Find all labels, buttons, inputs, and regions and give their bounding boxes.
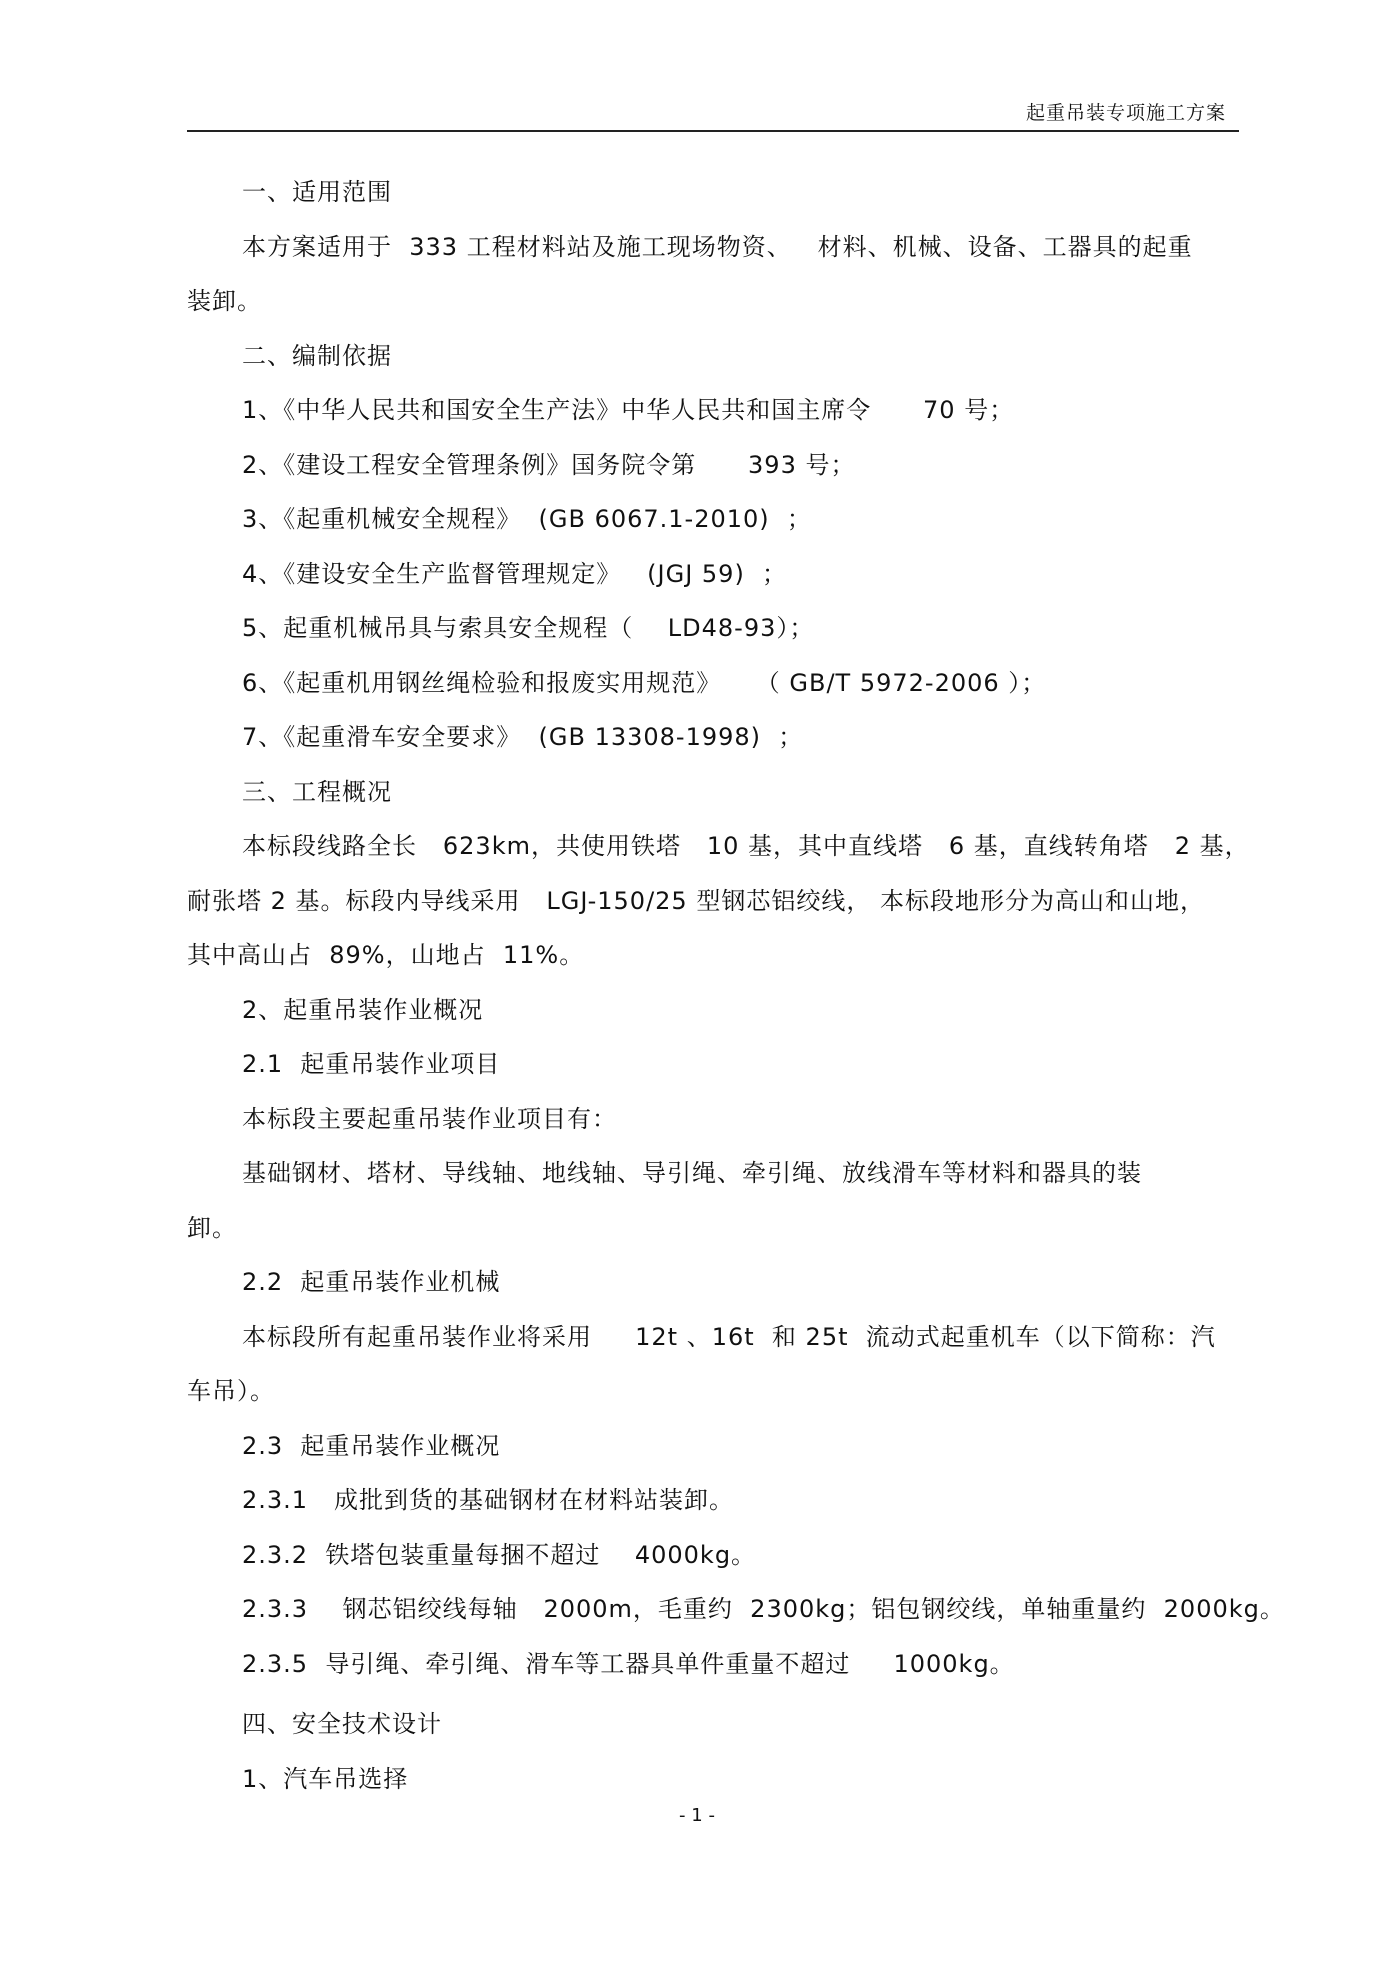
paragraph-2-1-intro: 本标段主要起重吊装作业项目有： xyxy=(242,1104,617,1133)
paragraph-overview-line-2: 耐张塔 2 基。标段内导线采用 LGJ-150/25 型钢芯铝绞线， 本标段地形分为高山和山地， xyxy=(187,886,1205,915)
paragraph-scope-line-2: 装卸。 xyxy=(187,287,262,315)
item-2-3-5: 2.3.5 导引绳、牵引绳、滑车等工器具单件重量不超过 1000kg。 xyxy=(242,1649,1015,1678)
paragraph-overview-line-1: 本标段线路全长 623km，共使用铁塔 10 基，其中直线塔 6 基，直线转角塔 2 基， xyxy=(242,832,1250,860)
section-heading-overview: 三、工程概况 xyxy=(242,777,392,806)
paragraph-2-1-line-1: 基础钢材、塔材、导线轴、地线轴、导引绳、牵引绳、放线滑车等材料和器具的装 xyxy=(242,1159,1142,1187)
header-divider xyxy=(187,130,1239,132)
basis-item-2: 2、《建设工程安全管理条例》国务院令第 393 号； xyxy=(242,450,856,479)
paragraph-scope-line-1: 本方案适用于 333 工程材料站及施工现场物资、 材料、机械、设备、工器具的起重 xyxy=(242,232,1193,261)
section-heading-safety-design: 四、安全技术设计 xyxy=(242,1710,442,1738)
item-2-3-1: 2.3.1 成批到货的基础钢材在材料站装卸。 xyxy=(242,1486,734,1514)
paragraph-2-2-line-2: 车吊）。 xyxy=(187,1377,275,1405)
subsection-heading-2-3: 2.3 起重吊装作业概况 xyxy=(242,1431,501,1460)
item-2-3-3: 2.3.3 钢芯铝绞线每轴 2000m，毛重约 2300kg；铝包钢绞线，单轴重量约 2000kg。 xyxy=(242,1595,1285,1623)
paragraph-2-2-line-1: 本标段所有起重吊装作业将采用 12t 、16t 和 25t 流动式起重机车（以下简称：汽 xyxy=(242,1322,1216,1351)
basis-item-7: 7、《起重滑车安全要求》 (GB 13308-1998) ； xyxy=(242,723,804,751)
basis-item-4: 4、《建设安全生产监督管理规定》 (JGJ 59) ； xyxy=(242,559,788,588)
subsection-heading-crane-selection: 1、汽车吊选择 xyxy=(242,1764,409,1793)
paragraph-overview-line-3: 其中高山占 89%，山地占 11%。 xyxy=(187,941,585,969)
basis-item-5: 5、起重机械吊具与索具安全规程（ LD48-93）； xyxy=(242,614,815,642)
section-heading-basis: 二、编制依据 xyxy=(242,341,392,370)
item-2-3-2: 2.3.2 铁塔包装重量每捆不超过 4000kg。 xyxy=(242,1540,757,1569)
subsection-heading-2-2: 2.2 起重吊装作业机械 xyxy=(242,1268,501,1296)
basis-item-3: 3、《起重机械安全规程》 (GB 6067.1-2010) ； xyxy=(242,505,812,533)
subsection-heading-lifting-overview: 2、起重吊装作业概况 xyxy=(242,995,484,1024)
basis-item-6: 6、《起重机用钢丝绳检验和报废实用规范》 （ GB/T 5972-2006 ）； xyxy=(242,668,1047,697)
document-body xyxy=(187,165,1285,1806)
subsection-heading-2-1: 2.1 起重吊装作业项目 xyxy=(242,1050,501,1078)
page-number: - 1 - xyxy=(679,1805,715,1826)
section-heading-scope: 一、适用范围 xyxy=(242,178,392,206)
basis-item-1: 1、《中华人民共和国安全生产法》中华人民共和国主席令 70 号； xyxy=(242,396,1015,424)
running-header-title: 起重吊装专项施工方案 xyxy=(1025,102,1226,124)
paragraph-2-1-line-2: 卸。 xyxy=(187,1213,237,1242)
